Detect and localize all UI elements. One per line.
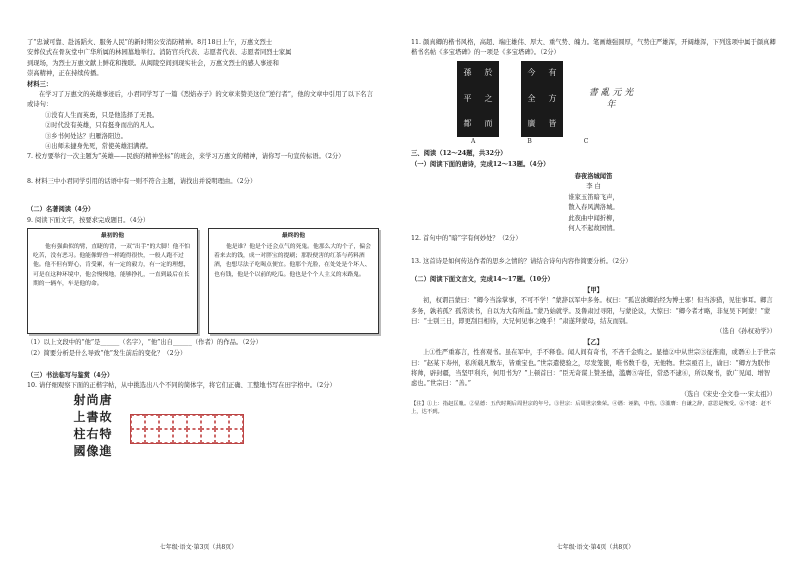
- quote-option: ③乡书何处达？归雁洛阳边。: [45, 132, 127, 140]
- excerpt-title: 最终的他: [281, 233, 306, 240]
- poem-author: 李 白: [586, 183, 601, 191]
- copybook-char: 書: [86, 409, 99, 424]
- calligraphy-samples: [457, 61, 776, 137]
- sample-char: 全: [527, 93, 536, 103]
- excerpt-box-final: [208, 228, 379, 334]
- excerpt-text: 他是谁？他是个还会点气的死鬼。他那么大的个子，偏会着来去的钱，成一对胖宝的提刷；那股便害的红茶与药料酒酒，也想尽法子吃喝点便宜。他那个光脸，在处处是个坏人、也有钱，他是个以前的吃瓜。他也是个个人主义的末路鬼。: [214, 243, 371, 278]
- question-9-2: （2）简要分析是什么导致“他”发生前后的变化？（2分）: [27, 349, 187, 357]
- intro-line: 了“忠诚可靠、赴汤蹈火、服务人民”的新时期公安消防精神。8月18日上午，万惠文烈士: [27, 39, 273, 46]
- copybook-char: 特: [99, 426, 112, 441]
- option-label: C: [583, 137, 589, 145]
- sample-char: 平: [463, 93, 472, 103]
- excerpt-boxes: [27, 228, 379, 334]
- question-8: 8. 材料三中小君同学引用的话语中有一则不符合主题，请找出并说明理由。（2分）: [27, 177, 257, 185]
- option-label: B: [527, 137, 532, 145]
- sample-char: 都: [463, 118, 472, 128]
- poem-line: 谁家玉笛暗飞声，: [568, 193, 619, 201]
- sample-char: 而: [484, 118, 493, 128]
- copybook-char: 柱: [73, 426, 86, 441]
- poem-line: 散入春风满洛城。: [568, 204, 619, 212]
- copybook-char: 射: [73, 392, 86, 407]
- poem: [411, 172, 776, 234]
- poem-line: 此夜曲中闻折柳，: [568, 214, 619, 222]
- quote-option: ④出师未捷身先死，常使英雄泪满襟。: [45, 143, 153, 151]
- sample-char: 皆: [548, 118, 557, 128]
- subsection-poem-title: （一）阅读下面的唐诗，完成12～13题。（4分）: [411, 160, 550, 168]
- passage-jia-label: 【甲】: [584, 286, 603, 294]
- annotations: 【注】①上：指赵匡胤。②显德：五代时期后周世宗的年号。③世宗：后周世宗柴荣。④谮：诬陷，中伤。⑤滥膺：自谦之辞，意思是愧受。⑥不逮：赶不上，达不到。: [411, 401, 772, 416]
- question-7: 7. 校方要举行一次主题为“英雄——民族的精神坐标”的班会，来学习万惠文的精神，请你写一句宣传标语。（2分）: [27, 153, 345, 161]
- poem-line: 何人不起故园情。: [568, 225, 619, 233]
- sample-char: 有: [548, 68, 557, 78]
- copybook-char: 上: [73, 409, 86, 424]
- copybook-char: 尚: [86, 392, 99, 407]
- quote-option: ①没有人生而英勇，只是他选择了无畏。: [45, 111, 159, 119]
- question-13: 13. 这首诗是如何传达作者的思乡之情的？请结合诗句内容作简要分析。（2分）: [411, 257, 632, 265]
- passage-jia-source: （选自《孙权劝学》）: [716, 328, 776, 336]
- sample-text: 書 亂 元 光 年: [588, 87, 634, 110]
- page-footer: 七年级·语文·第4页（共8页）: [556, 544, 635, 551]
- sample-char: 今: [527, 68, 536, 78]
- passage-yi-label: 【乙】: [584, 338, 603, 346]
- copybook-characters: [73, 392, 112, 463]
- question-10: 10. 请仔细观察下面的正楷字帖，从中挑选出八个不同的简体字，将它们正确、工整地书写在田字格中。（2分）: [27, 382, 336, 390]
- option-label: A: [471, 137, 476, 145]
- left-column: [27, 38, 379, 463]
- copybook-char: 進: [99, 443, 112, 458]
- cursive-sample-c: [585, 61, 637, 137]
- tianzige-grid[interactable]: [130, 414, 244, 444]
- page-4: [397, 0, 794, 561]
- calligraphy-area: [73, 392, 379, 463]
- sample-labels: [471, 137, 776, 147]
- quote-option: ②时代没有英雄，只有挺身而出的凡人。: [45, 122, 159, 130]
- material-3-text: 在学习了万惠文的英雄事迹后，小君同学写了一篇《烈焰赤子》的文章来赞美这位“逆行者”，他的文章中引用了以下名言或诗句：: [27, 91, 373, 109]
- excerpt-title: 最初的他: [100, 233, 125, 240]
- section-calligraphy-title: （三）书法临写与鉴赏（4分）: [27, 371, 114, 379]
- copybook-char: 像: [86, 443, 99, 458]
- subsection-classical-title: （二）阅读下面文言文，完成14～17题。（10分）: [411, 276, 554, 284]
- intro-line: 安葬仪式在骨灰堂中广华所属的林园墓地举行。消防官兵代表、志愿者代表、志愿者同烈士家属: [27, 49, 292, 57]
- question-12: 12. 首句中的“暗”字有何妙处？（2分）: [411, 235, 522, 243]
- intro-line: 到现场，为烈士万惠文献上鲜花和挽联。从闽陵空间到现实社会，万惠文烈士的感人事迹和: [27, 59, 279, 67]
- right-column: [411, 38, 776, 416]
- intro-line: 崇高精神，正在持续传播。: [27, 70, 103, 78]
- rubbing-sample-a: [457, 61, 499, 137]
- page-footer: 七年级·语文·第3页（共8页）: [159, 544, 238, 551]
- passage-yi-text: 上①性严重寡言，性喜观书。虽在军中，手不释卷。闻人间有奇书，不吝千金购之。显德②中从世宗③征淮南，或谮④上于世宗曰：“赵某下寿州，私所载凡数车，皆重宝也。”世宗遣使验之，尽发笼箧，唯书数千卷，无他物。世宗亟召上，谕曰：“卿方为朕作将帅，辟封疆，当坚甲利兵，何用书为？”上顿首曰：“臣无奇谋上赞圣德，滥膺⑤寄任，常恐不逮⑥，所以聚书，欲广见闻、增智虑也。”世宗曰：“善。”: [411, 349, 776, 388]
- section-reading-title: 三、阅读（12～24题，共32分）: [411, 150, 507, 158]
- question-9: 9. 阅读下面文字，按要求完成题目。（4分）: [27, 216, 150, 224]
- passage-yi-source: （选自《宋史·全文卷一·宋太祖》）: [680, 390, 776, 398]
- copybook-char: 故: [99, 409, 112, 424]
- poem-title: 春夜洛城闻笛: [574, 173, 613, 181]
- sample-char: 孫: [463, 68, 472, 78]
- question-9-1: （1）以上文段中的“他”是______（名字），“他”出自______（作者）的作品。（2分）: [27, 339, 262, 347]
- sample-char: 廣: [527, 118, 536, 128]
- excerpt-text: 他有强曲似的臂，直睫的背，一双“出手”的大脚！他不怕吃苦，没有恶习。他能像野兽一样跑得很快，一般人跑不过他。他不但有野心，肯受累，有一定的毅力，有一定的理想，可是在这种环境中，他会慢慢地，能够挣扎，一直到最后在长期的一辆车，车是他的命。: [33, 243, 191, 288]
- copybook-char: 唐: [99, 392, 112, 407]
- sample-char: 於: [484, 68, 493, 78]
- excerpt-box-initial: [27, 228, 198, 334]
- passage-jia-text: 初，权谓吕蒙曰：“卿今当涂掌事，不可不学！”蒙辞以军中多务。权曰：“孤岂欲卿治经为博士邪！但当涉猎，见往事耳。卿言多务，孰若孤？孤常读书，自以为大有所益。”蒙乃始就学。及鲁肃过寻阳，与蒙论议，大惊曰：“卿今者才略，非复吴下阿蒙！”蒙曰：“士别三日，即更刮目相待，大兄何见事之晚乎！”肃遂拜蒙母，结友而别。: [411, 297, 773, 325]
- copybook-char: 國: [73, 443, 86, 458]
- section-classics-title: （二）名著阅读（4分）: [27, 206, 95, 214]
- sample-char: 方: [548, 93, 557, 103]
- material-3-label: 材料三：: [27, 80, 53, 88]
- question-11: 11. 颜真卿的楷书风格，高超、端庄雄伟、厚大、重气势、魄力。笔画雄强圆厚，气势庄严雄浑，开阔雄浑，下列选项中属于颜真卿楷书名帖《多宝塔碑》的一项是《多宝塔碑》。（2分）: [411, 39, 776, 57]
- rubbing-sample-b: [521, 61, 563, 137]
- copybook-char: 右: [86, 426, 99, 441]
- sample-char: 之: [484, 93, 493, 103]
